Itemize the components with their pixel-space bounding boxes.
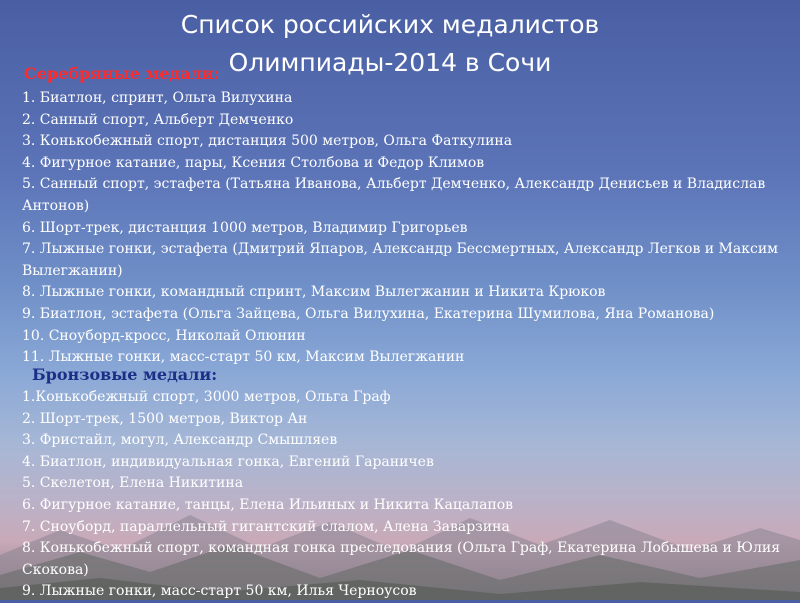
silver-medals-list xyxy=(22,88,782,369)
list-item: 4. Биатлон, индивидуальная гонка, Евгений Гараничев xyxy=(22,453,434,470)
list-item: 2. Санный спорт, Альберт Демченко xyxy=(22,111,294,128)
list-item: 5. Санный спорт, эстафета (Татьяна Иванова, Альберт Демченко, Александр Денисьев и Владислав Антонов) xyxy=(22,176,766,214)
title-line-1: Список российских медалистов xyxy=(180,10,600,39)
list-item: 3. Конькобежный спорт, дистанция 500 метров, Ольга Фаткулина xyxy=(22,133,513,150)
list-item: 9. Биатлон, эстафета (Ольга Зайцева, Ольга Вилухина, Екатерина Шумилова, Яна Романова) xyxy=(22,305,715,322)
silver-medals-heading: Серебряные медали: xyxy=(24,64,220,83)
list-item: 2. Шорт-трек, 1500 метров, Виктор Ан xyxy=(22,410,308,427)
list-item: 4. Фигурное катание, пары, Ксения Столбова и Федор Климов xyxy=(22,154,485,171)
list-item: 8. Конькобежный спорт, командная гонка преследования (Ольга Граф, Екатерина Лобышева и Юлия Скокова) xyxy=(22,540,781,578)
slide-title xyxy=(150,6,630,82)
list-item: 10. Сноуборд-кросс, Николай Олюнин xyxy=(22,327,306,344)
list-item: 1.Конькобежный спорт, 3000 метров, Ольга Граф xyxy=(22,389,391,405)
list-item: 7. Лыжные гонки, эстафета (Дмитрий Япаров, Александр Бессмертных, Александр Легков и Максим Вылегжанин) xyxy=(22,241,779,279)
bronze-medals-list xyxy=(22,387,782,603)
list-item: 11. Лыжные гонки, масс-старт 50 км, Максим Вылегжанин xyxy=(22,349,465,366)
bronze-medals-heading: Бронзовые медали: xyxy=(32,365,218,384)
list-item: 8. Лыжные гонки, командный спринт, Максим Вылегжанин и Никита Крюков xyxy=(22,284,606,301)
list-item: 6. Шорт-трек, дистанция 1000 метров, Владимир Григорьев xyxy=(22,219,468,236)
list-item: 5. Скелетон, Елена Никитина xyxy=(22,475,244,492)
list-item: 6. Фигурное катание, танцы, Елена Ильиных и Никита Кацалапов xyxy=(22,496,514,513)
list-item: 1. Биатлон, спринт, Ольга Вилухина xyxy=(22,90,293,106)
title-line-2: Олимпиады-2014 в Сочи xyxy=(228,48,552,77)
list-item: 7. Сноуборд, параллельный гигантский слалом, Алена Заварзина xyxy=(22,518,510,535)
list-item: 9. Лыжные гонки, масс-старт 50 км, Илья Черноусов xyxy=(22,583,417,600)
list-item: 3. Фристайл, могул, Александр Смышляев xyxy=(22,432,338,449)
